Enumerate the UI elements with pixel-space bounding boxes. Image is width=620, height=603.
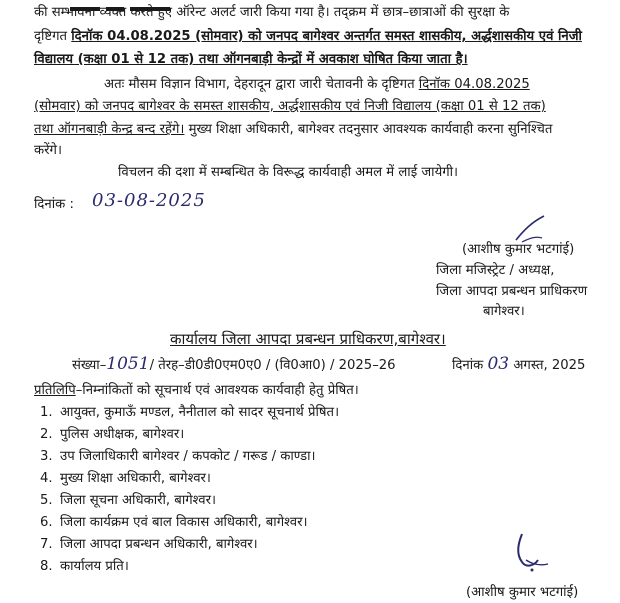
list-item-text: जिला आपदा प्रबन्धन अधिकारी, बागेश्वर।: [60, 537, 258, 552]
list-item-text: जिला सूचना अधिकारी, बागेश्वर।: [60, 493, 217, 508]
signatory-name: (आशीष कुमार भटगांई): [462, 242, 575, 257]
copy-intro-text: –निम्नांकितों को सूचनार्थ एवं आवश्यक कार्यवाही हेतु प्रेषित।: [75, 383, 359, 398]
list-item: [40, 469, 211, 489]
top-paragraph-line-1: की सम्भावना व्यक्त करते हुए ऑरेन्ट अलर्ट जारी किया गया है। तद्क्रम में छात्र–छात्राओं की सुरक्षा के: [34, 5, 510, 20]
list-item-text: मुख्य शिक्षा अधिकारी, बागेश्वर।: [60, 471, 211, 486]
list-item-number: 7.: [40, 537, 53, 552]
date-handwritten: 03-08-2025: [92, 190, 206, 211]
list-item: [40, 425, 184, 445]
second-paragraph-line-3: [34, 120, 594, 140]
list-item-number: 5.: [40, 493, 53, 508]
reference-rest: / तेरह–डी0डी0एम0ए0 / (वि0आ0) / 2025–26: [149, 358, 396, 373]
reference-line: [72, 354, 396, 376]
list-item: [40, 403, 339, 423]
second-paragraph-line-1: [104, 75, 594, 95]
copy-intro-label: प्रतिलिपि: [34, 383, 76, 398]
cropped-top-line: [70, 0, 190, 2]
list-item-text: उप जिलाधिकारी बागेश्वर / कपकोट / गरूड / काण्डा।: [60, 449, 316, 464]
list-item-number: 3.: [40, 449, 53, 464]
date-label: दिनांक :: [34, 197, 74, 212]
reference-date: [452, 354, 585, 376]
list-item-number: 6.: [40, 515, 53, 530]
bottom-signatory-name: (आशीष कुमार भटगांई): [466, 585, 579, 600]
list-item-number: 4.: [40, 471, 53, 486]
reference-label: संख्या–: [72, 358, 107, 373]
office-heading: कार्यालय जिला आपदा प्रबन्धन प्राधिकरण,बागेश्वर।: [170, 330, 446, 348]
second-paragraph-closure: तथा ऑगनबाड़ी केन्द्र बन्द रहेंगे।: [34, 122, 185, 137]
second-paragraph-date: दिनॉक 04.08.2025: [418, 77, 530, 92]
list-item: [40, 491, 216, 511]
copy-intro: [34, 381, 359, 401]
list-item-text: पुलिस अधीक्षक, बागेश्वर।: [60, 427, 185, 442]
top-paragraph-line-3: विद्यालय (कक्षा 01 से 12 तक) तथा ऑगनबाड़ी केन्द्रों में अवकाश घोषित किया जाता है।: [34, 52, 468, 67]
signatory-authority: जिला आपदा प्रबन्धन प्राधिकरण: [436, 284, 588, 299]
list-item-number: 8.: [40, 559, 53, 574]
list-item-text: जिला कार्यक्रम एवं बाल विकास अधिकारी, बागेश्वर।: [60, 515, 308, 530]
reference-date-rest: अगस्त, 2025: [513, 358, 586, 373]
list-item: [40, 513, 307, 533]
list-item: [40, 447, 316, 467]
top-paragraph-line-2-pre: दृष्टिगत: [34, 29, 72, 44]
reference-date-label: दिनांक: [452, 358, 484, 373]
reference-date-day: 03: [487, 354, 510, 374]
list-item-number: 1.: [40, 405, 53, 420]
top-paragraph-line-2: [34, 27, 594, 47]
bottom-signature-scribble: [508, 530, 552, 576]
second-paragraph-line-2: (सोमवार) को जनपद बागेश्वर के समस्त शासकीय, अर्द्धशासकीय एवं निजी विद्यालय (कक्षा 01 से 12 तक): [34, 99, 546, 114]
holiday-declaration-bold: दिनॉक 04.08.2025 (सोमवार) को जनपद बागेश्वर अन्तर्गत समस्त शासकीय, अर्द्धशासकीय एवं निजी: [71, 29, 582, 44]
signatory-place: बागेश्वर।: [483, 304, 525, 319]
list-item: [40, 535, 258, 555]
second-paragraph-line-4: करेंगे।: [34, 143, 62, 158]
second-paragraph-line-3-post: मुख्य शिक्षा अधिकारी, बागेश्वर तदनुसार आवश्यक कार्यवाही करना सुनिश्चित: [184, 122, 553, 137]
list-item-text: कार्यालय प्रति।: [60, 559, 129, 574]
list-item-text: आयुक्त, कुमाऊँ मण्डल, नैनीताल को सादर सूचनार्थ प्रेषित।: [60, 405, 340, 420]
deviation-notice: विचलन की दशा में सम्बन्धित के विरूद्ध कार्यवाही अमल में लाई जायेगी।: [118, 165, 459, 180]
list-item-number: 2.: [40, 427, 53, 442]
list-item: [40, 557, 129, 577]
signatory-title: जिला मजिस्ट्रेट / अध्यक्ष,: [436, 263, 555, 278]
second-paragraph-line-1-pre: अतः मौसम विज्ञान विभाग, देहरादून द्वारा जारी चेतावनी के दृष्टिगत: [104, 77, 419, 92]
reference-number: 1051: [106, 354, 150, 374]
